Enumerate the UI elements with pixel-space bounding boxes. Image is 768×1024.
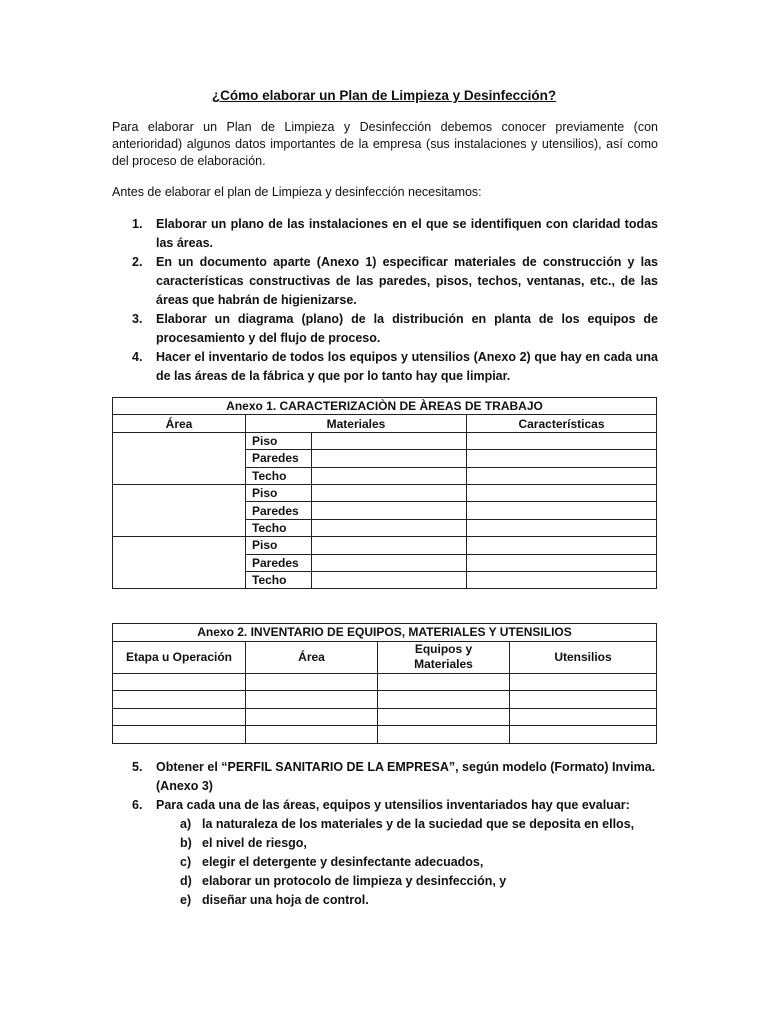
step-text: Elaborar un plano de las instalaciones en el que se identifiquen con claridad todas las áreas.: [156, 217, 658, 250]
substep-text: elaborar un protocolo de limpieza y desinfección, y: [202, 874, 507, 888]
area-cell[interactable]: [113, 484, 246, 536]
sub-list-item: [156, 834, 658, 853]
utensils-cell[interactable]: [510, 673, 657, 691]
equipment-cell[interactable]: [378, 691, 510, 709]
step-number: 4.: [132, 350, 143, 364]
annex1-col-area: Área: [113, 415, 246, 432]
annex1-title: Anexo 1. CARACTERIZACIÒN DE ÀREAS DE TRABAJO: [113, 398, 657, 415]
steps-list: [112, 215, 658, 386]
surface-label: Paredes: [246, 554, 312, 571]
table-row: [113, 726, 657, 744]
before-paragraph: Antes de elaborar el plan de Limpieza y desinfección necesitamos:: [112, 185, 482, 199]
materials-cell[interactable]: [312, 554, 467, 571]
utensils-cell[interactable]: [510, 726, 657, 744]
annex2-title: Anexo 2. INVENTARIO DE EQUIPOS, MATERIALES Y UTENSILIOS: [113, 624, 657, 642]
list-item: [112, 796, 658, 910]
materials-cell[interactable]: [312, 537, 467, 554]
step-text: Hacer el inventario de todos los equipos y utensilios (Anexo 2) que hay en cada una de las áreas de la fábrica y que por lo tanto hay que limpiar.: [156, 350, 658, 383]
step-text: En un documento aparte (Anexo 1) especificar materiales de construcción y las características constructivas de las paredes, pisos, techos, ventanas, etc., de las áreas que habrán de higienizarse.: [156, 255, 658, 307]
area-cell[interactable]: [113, 432, 246, 484]
annex2-col-utensils: Utensilios: [510, 641, 657, 673]
surface-label: Techo: [246, 519, 312, 536]
sub-list-item: [156, 853, 658, 872]
area-cell[interactable]: [246, 673, 378, 691]
area-cell[interactable]: [246, 726, 378, 744]
step-text: Obtener el “PERFIL SANITARIO DE LA EMPRESA”, según modelo (Formato) Invima. (Anexo 3): [156, 760, 656, 793]
steps-list-continued: [112, 758, 658, 910]
table-row: [113, 484, 657, 501]
table-row: [113, 708, 657, 726]
substeps-list: [156, 815, 658, 910]
surface-label: Piso: [246, 537, 312, 554]
characteristics-cell[interactable]: [467, 571, 657, 588]
substep-text: elegir el detergente y desinfectante adecuados,: [202, 855, 484, 869]
substep-text: diseñar una hoja de control.: [202, 893, 369, 907]
substep-letter: c): [180, 855, 192, 869]
surface-label: Techo: [246, 467, 312, 484]
table-row: [113, 673, 657, 691]
substep-letter: d): [180, 874, 192, 888]
page-title: ¿Cómo elaborar un Plan de Limpieza y Desinfección?: [211, 88, 557, 103]
characteristics-cell[interactable]: [467, 467, 657, 484]
area-cell[interactable]: [246, 708, 378, 726]
equipment-cell[interactable]: [378, 708, 510, 726]
materials-cell[interactable]: [312, 467, 467, 484]
substep-text: la naturaleza de los materiales y de la suciedad que se deposita en ellos,: [202, 817, 635, 831]
annex2-col-equipment: Equipos y Materiales: [378, 641, 510, 673]
materials-cell[interactable]: [312, 502, 467, 519]
materials-cell[interactable]: [312, 432, 467, 449]
annex2-col-stage: Etapa u Operación: [113, 641, 246, 673]
stage-cell[interactable]: [113, 691, 246, 709]
characteristics-cell[interactable]: [467, 519, 657, 536]
substep-letter: b): [180, 836, 192, 850]
equipment-cell[interactable]: [378, 726, 510, 744]
table-row: [113, 691, 657, 709]
characteristics-cell[interactable]: [467, 484, 657, 501]
list-item: [112, 310, 658, 348]
characteristics-cell[interactable]: [467, 450, 657, 467]
step-number: 1.: [132, 217, 143, 231]
surface-label: Piso: [246, 484, 312, 501]
sub-list-item: [156, 872, 658, 891]
materials-cell[interactable]: [312, 484, 467, 501]
surface-label: Techo: [246, 571, 312, 588]
characteristics-cell[interactable]: [467, 554, 657, 571]
list-item: [112, 215, 658, 253]
list-item: [112, 758, 658, 796]
sub-list-item: [156, 891, 658, 910]
list-item: [112, 253, 658, 310]
utensils-cell[interactable]: [510, 708, 657, 726]
area-cell[interactable]: [246, 691, 378, 709]
step-text: Elaborar un diagrama (plano) de la distribución en planta de los equipos de procesamiento y del flujo de proceso.: [156, 312, 658, 345]
substep-letter: a): [180, 817, 192, 831]
table-row: [113, 537, 657, 554]
stage-cell[interactable]: [113, 708, 246, 726]
surface-label: Paredes: [246, 502, 312, 519]
surface-label: Paredes: [246, 450, 312, 467]
substep-letter: e): [180, 893, 192, 907]
table-row: [113, 432, 657, 449]
annex1-col-materials: Materiales: [246, 415, 467, 432]
surface-label: Piso: [246, 432, 312, 449]
annex1-col-characteristics: Características: [467, 415, 657, 432]
sub-list-item: [156, 815, 658, 834]
equipment-cell[interactable]: [378, 673, 510, 691]
substep-text: el nivel de riesgo,: [202, 836, 307, 850]
annex2-table: [112, 623, 657, 744]
utensils-cell[interactable]: [510, 691, 657, 709]
step-number: 6.: [132, 798, 143, 812]
step-number: 5.: [132, 760, 143, 774]
area-cell[interactable]: [113, 537, 246, 589]
annex1-table: [112, 397, 657, 589]
materials-cell[interactable]: [312, 450, 467, 467]
step-text: Para cada una de las áreas, equipos y utensilios inventariados hay que evaluar:: [156, 798, 630, 812]
list-item: [112, 348, 658, 386]
characteristics-cell[interactable]: [467, 432, 657, 449]
characteristics-cell[interactable]: [467, 502, 657, 519]
materials-cell[interactable]: [312, 571, 467, 588]
intro-paragraph: Para elaborar un Plan de Limpieza y Desinfección debemos conocer previamente (con anterioridad) algunos datos importantes de la empresa (sus instalaciones y utensilios), así como del proceso de elaboración.: [112, 120, 658, 168]
materials-cell[interactable]: [312, 519, 467, 536]
step-number: 2.: [132, 255, 143, 269]
annex2-col-area: Área: [246, 641, 378, 673]
characteristics-cell[interactable]: [467, 537, 657, 554]
step-number: 3.: [132, 312, 143, 326]
stage-cell[interactable]: [113, 726, 246, 744]
stage-cell[interactable]: [113, 673, 246, 691]
